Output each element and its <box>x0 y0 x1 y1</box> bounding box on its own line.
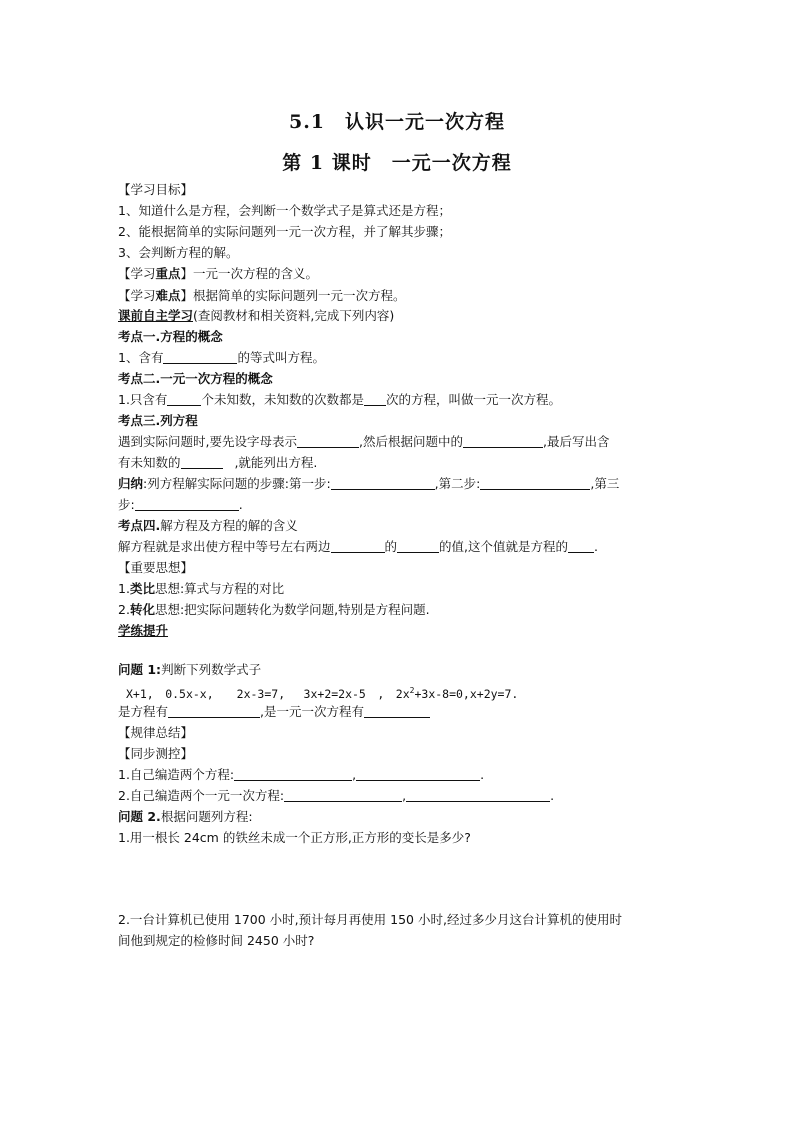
sync-2-text-c: . <box>550 788 555 803</box>
sync-test-heading: 【同步测控】 <box>118 746 194 761</box>
question-1 <box>118 660 678 679</box>
point-2-text-a: 1.只含有 <box>118 392 168 407</box>
point-4-question <box>118 537 678 556</box>
idea-2-text: 思想:把实际问题转化为数学问题,特别是方程问题. <box>154 602 430 617</box>
answer-blank[interactable] <box>297 434 359 448</box>
sync-item-2 <box>118 786 678 805</box>
point-4-heading <box>118 516 678 535</box>
idea-2-label: 转化 <box>129 602 155 617</box>
answer-blank[interactable] <box>397 539 439 553</box>
point-3-heading: 考点三.列方程 <box>118 413 198 428</box>
point-4-title: 考点四. <box>118 518 161 533</box>
summary-label: 归纳 <box>118 476 144 491</box>
answer-blank[interactable] <box>480 476 590 490</box>
difficulty-prefix: 【学习 <box>118 288 156 303</box>
point-1-text-a: 1、含有 <box>118 350 164 365</box>
point-2-heading: 考点二.一元一次方程的概念 <box>118 371 273 386</box>
answer-blank[interactable] <box>568 539 594 553</box>
point-3-text-a: 遇到实际问题时,要先设字母表示 <box>118 434 297 449</box>
self-study-heading: 课前自主学习 <box>118 308 194 323</box>
point-3-text-d: 有未知数的 <box>118 455 181 470</box>
idea-item-1 <box>118 579 678 598</box>
answer-text-a: 是方程有 <box>118 704 169 719</box>
question-1-answer <box>118 702 678 721</box>
answer-blank[interactable] <box>463 434 543 448</box>
answer-blank[interactable] <box>284 788 402 802</box>
point-4-text-c: 的值,这个值就是方程的 <box>439 539 569 554</box>
point-2-question <box>118 390 678 409</box>
idea-item-2 <box>118 600 678 619</box>
question-2-label: 问题 2. <box>118 809 161 824</box>
difficulty-word: 难点 <box>155 288 181 303</box>
exponent: 2 <box>409 686 415 695</box>
sync-1-text-b: , <box>352 767 357 782</box>
question-1-text: 判断下列数学式子 <box>161 662 262 677</box>
answer-blank[interactable] <box>163 350 237 364</box>
point-2-text-c: 次的方程，叫做一元一次方程。 <box>385 392 561 407</box>
self-study-line <box>118 306 678 325</box>
summary-line-1 <box>118 474 678 493</box>
lesson-title: 5.1 认识一元一次方程 <box>288 111 506 133</box>
difficulty-line <box>118 286 678 305</box>
point-3-text-e: ,就能列出方程. <box>234 455 318 470</box>
expressions-a: X+1, 0.5x-x, 2x-3=7, 3x+2=2x-5 , 2x <box>126 686 410 701</box>
question-2-item-2-line-1: 2.一台计算机已使用 1700 小时,预计每月再使用 150 小时,经过多少月这台计算机的使用时 <box>118 912 622 927</box>
idea-1-label: 类比 <box>129 581 155 596</box>
answer-blank[interactable] <box>356 767 480 781</box>
sync-1-text-a: 1.自己编造两个方程: <box>118 767 235 782</box>
answer-blank[interactable] <box>167 392 201 406</box>
point-4-text-d: . <box>594 539 598 554</box>
goal-item-2: 2、能根据简单的实际问题列一元一次方程，并了解其步骤； <box>118 224 451 239</box>
question-2-item-2-line-2: 间他到规定的检修时间 2450 小时? <box>118 933 315 948</box>
summary-text-c: ,第三 <box>590 476 620 491</box>
answer-blank[interactable] <box>364 704 430 718</box>
question-2-item-1: 1.用一根长 24cm 的铁丝未成一个正方形,正方形的变长是多少? <box>118 830 471 845</box>
point-4-title-rest: 解方程及方程的解的含义 <box>160 518 298 533</box>
summary-line-2 <box>118 495 678 514</box>
question-1-expressions <box>126 681 686 704</box>
point-3-text-b: ,然后根据问题中的 <box>358 434 463 449</box>
answer-blank[interactable] <box>331 476 435 490</box>
question-2 <box>118 807 678 826</box>
answer-blank[interactable] <box>406 788 550 802</box>
answer-blank[interactable] <box>364 392 386 406</box>
practice-heading: 学练提升 <box>118 623 169 638</box>
answer-blank[interactable] <box>234 767 352 781</box>
answer-blank[interactable] <box>135 497 239 511</box>
point-1-heading: 考点一.方程的概念 <box>118 329 223 344</box>
point-3-question-line-2 <box>118 453 678 472</box>
answer-blank[interactable] <box>168 704 260 718</box>
summary-text-b: ,第二步: <box>434 476 481 491</box>
key-prefix: 【学习 <box>118 266 156 281</box>
rule-summary-heading: 【规律总结】 <box>118 725 194 740</box>
goal-item-3: 3、会判断方程的解。 <box>118 245 239 260</box>
expressions-b: +3x-8=0,x+2y=7. <box>414 686 519 701</box>
idea-1-text: 思想:算式与方程的对比 <box>154 581 285 596</box>
question-2-text: 根据问题列方程: <box>160 809 253 824</box>
idea-2-number: 2. <box>118 602 130 617</box>
point-4-text-a: 解方程就是求出使方程中等号左右两边 <box>118 539 331 554</box>
goals-heading: 【学习目标】 <box>118 182 194 197</box>
sync-2-text-b: , <box>402 788 407 803</box>
ideas-heading: 【重要思想】 <box>118 560 194 575</box>
summary-text-d: 步: <box>118 497 135 512</box>
goal-item-1: 1、知道什么是方程，会判断一个数学式子是算式还是方程； <box>118 203 451 218</box>
point-1-text-b: 的等式叫方程。 <box>237 350 325 365</box>
lesson-subtitle: 第 1 课时 一元一次方程 <box>282 152 512 174</box>
self-study-note: (查阅教材和相关资料,完成下列内容) <box>193 308 395 323</box>
difficulty-text: 】根据简单的实际问题列一元一次方程。 <box>180 288 406 303</box>
point-3-question-line-1 <box>118 432 678 451</box>
key-text: 】一元一次方程的含义。 <box>180 266 319 281</box>
sync-2-text-a: 2.自己编造两个一元一次方程: <box>118 788 285 803</box>
summary-text-a: :列方程解实际问题的步骤:第一步: <box>143 476 331 491</box>
summary-text-e: . <box>238 497 243 512</box>
point-2-text-b: 个未知数，未知数的次数都是 <box>201 392 364 407</box>
sync-item-1 <box>118 765 678 784</box>
key-point-line <box>118 264 678 283</box>
sync-1-text-c: . <box>480 767 485 782</box>
answer-blank[interactable] <box>331 539 385 553</box>
question-1-label: 问题 1: <box>118 662 162 677</box>
point-4-text-b: 的 <box>384 539 398 554</box>
answer-blank[interactable] <box>181 455 223 469</box>
point-3-text-c: ,最后写出含 <box>542 434 610 449</box>
answer-text-b: ,是一元一次方程有 <box>260 704 364 719</box>
point-1-question <box>118 348 678 367</box>
idea-1-number: 1. <box>118 581 130 596</box>
key-word: 重点 <box>155 266 181 281</box>
